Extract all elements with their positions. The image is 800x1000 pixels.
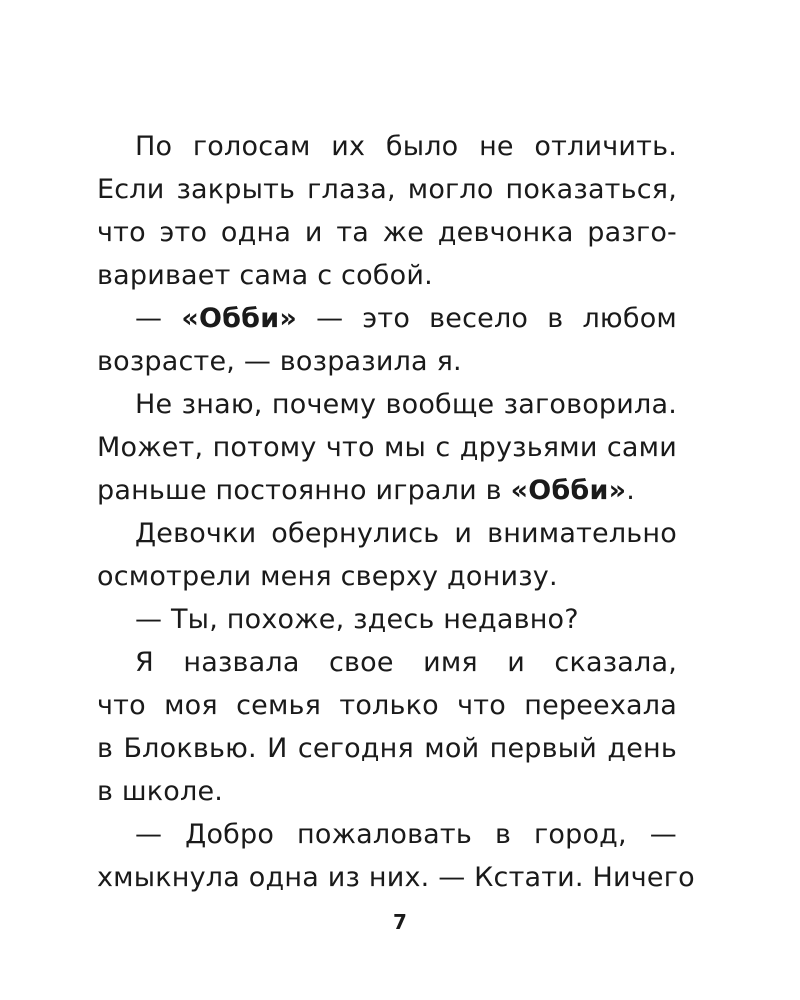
text-line: — Добро пожаловать в город, — [135,819,677,850]
text-line: возрасте, — возразила я. [97,346,462,377]
page-text [97,125,695,899]
text-line: — «Обби» — это весело в любом [135,303,677,334]
text-line: Я назвала свое имя и сказала, [135,647,677,678]
text-line: в школе. [97,776,224,807]
game-title-bold: «Обби» [510,475,627,506]
text-line: что это одна и та же девчонка разго- [97,217,677,248]
text-line: Может, потому что мы с друзьями сами [97,432,677,463]
text-line: — Ты, похоже, здесь недавно? [135,604,579,635]
game-title-bold: «Обби» [181,303,297,334]
text-line: раньше постоянно играли в «Обби». [97,475,636,506]
page-number: 7 [393,910,407,934]
text-line: хмыкнула одна из них. — Кстати. Ничего [97,862,695,893]
text-line: осмотрели меня сверху донизу. [97,561,558,592]
text-line: в Блоквью. И сегодня мой первый день [97,733,677,764]
text-line: По голосам их было не отличить. [135,131,677,162]
text-line: Девочки обернулись и внимательно [135,518,677,549]
text-line: Не знаю, почему вообще заговорила. [135,389,677,420]
text-line: Если закрыть глаза, могло показаться, [97,174,677,205]
text-line: что моя семья только что переехала [97,690,677,721]
text-line: варивает сама с собой. [97,260,433,291]
